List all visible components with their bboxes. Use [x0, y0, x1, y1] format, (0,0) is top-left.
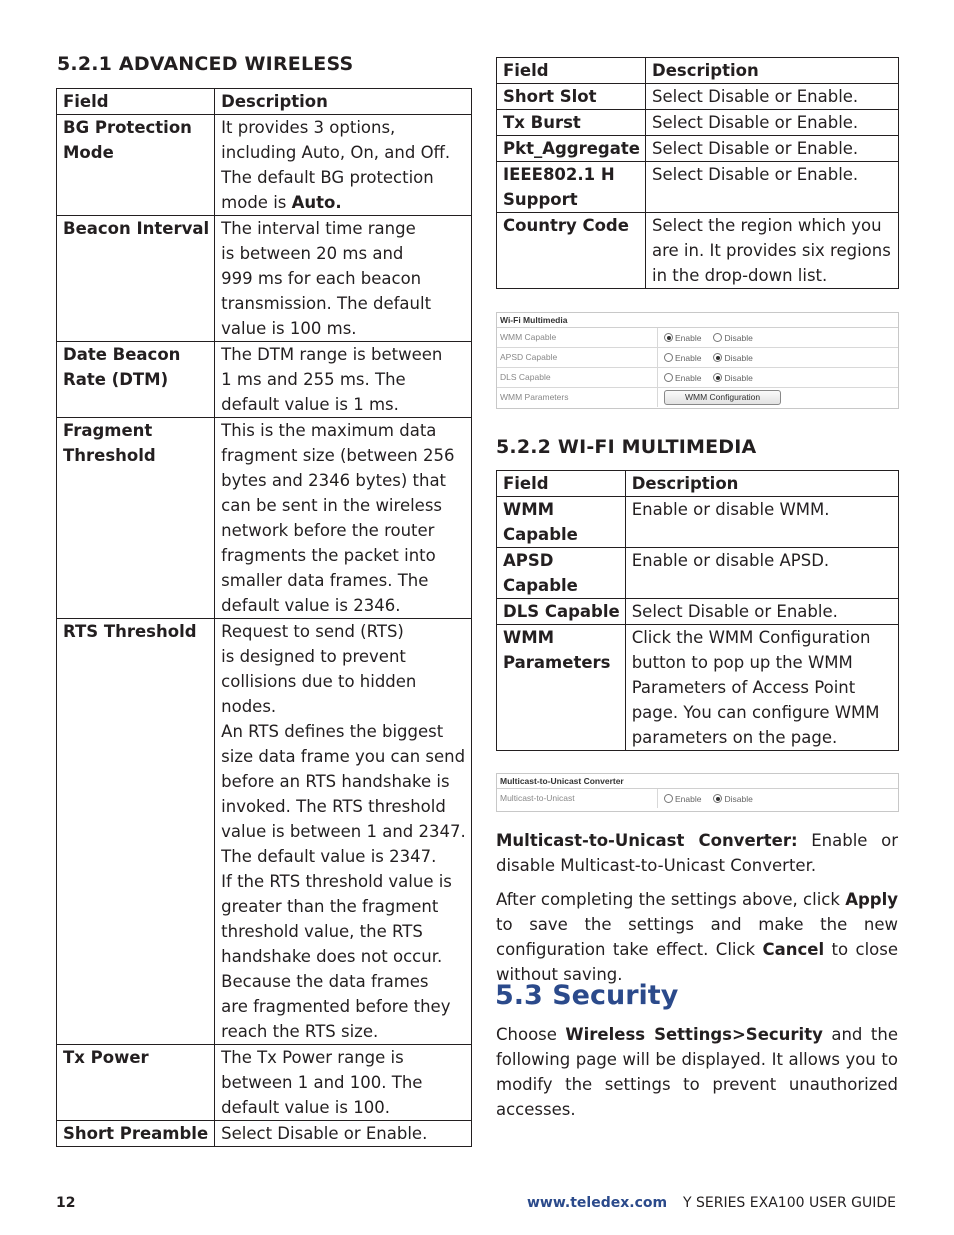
- description-text: Enable or disable WMM.: [631, 500, 830, 519]
- description-text: [221, 190, 466, 215]
- wmm-field-cell: [497, 625, 626, 751]
- wmm-panel-row: [497, 348, 898, 368]
- wmm-row-label: APSD Capable: [500, 352, 558, 362]
- field-text: Date Beacon: [63, 345, 181, 364]
- adv-field-cell: [57, 342, 215, 418]
- adv-field-cell: [57, 1121, 215, 1147]
- description-text: smaller data frames. The: [221, 571, 429, 590]
- disable-label: Disable: [724, 352, 753, 363]
- radio-on-icon: [713, 353, 722, 362]
- adv-description-cell: [215, 342, 472, 418]
- description-text: including Auto, On, and Off.: [221, 143, 451, 162]
- wmm-row-label: DLS Capable: [500, 372, 551, 382]
- adv-row: [57, 1045, 472, 1121]
- description-text: The interval time range: [221, 219, 416, 238]
- description-text: The DTM range is between: [221, 345, 443, 364]
- wmm-description-cell: [625, 625, 898, 751]
- wmm-field-cell: [497, 497, 626, 548]
- wmm-field-cell: [497, 548, 626, 599]
- wmm-row-value: [657, 328, 761, 347]
- adv2-field-cell: [497, 213, 646, 289]
- wmm-panel-row: [497, 368, 898, 388]
- adv2-row: [497, 136, 899, 162]
- footer-url[interactable]: www.teledex.com: [527, 1195, 668, 1211]
- description-text: Request to send (RTS): [221, 622, 404, 641]
- description-text: value is between 1 and 2347.: [221, 822, 466, 841]
- multicast-panel-title: Multicast-to-Unicast Converter: [497, 774, 898, 789]
- section-heading-wifi-multimedia: 5.2.2 WI-FI MULTIMEDIA: [496, 436, 757, 458]
- section-heading-advanced-wireless: 5.2.1 ADVANCED WIRELESS: [57, 53, 354, 75]
- radio-on-icon: [664, 333, 673, 342]
- wmm-panel-row: [497, 328, 898, 348]
- adv2-field-cell: [497, 84, 646, 110]
- description-text: The default BG protection: [221, 168, 434, 187]
- description-text: Select Disable or Enable.: [631, 602, 838, 621]
- adv-header-row: [57, 89, 472, 115]
- description-text: page. You can configure WMM: [631, 703, 880, 722]
- wmm-row-label: WMM Capable: [500, 332, 557, 342]
- field-text: Tx Burst: [503, 113, 581, 132]
- description-text: The Tx Power range is: [221, 1048, 404, 1067]
- adv-header-description: Description: [215, 89, 472, 115]
- multicast-disable-radio[interactable]: Disable: [713, 794, 752, 804]
- description-text: Select Disable or Enable.: [652, 165, 859, 184]
- wmm-panel-row: [497, 388, 898, 407]
- description-text: Enable or disable APSD.: [631, 551, 830, 570]
- description-text: bytes and 2346 bytes) that: [221, 471, 447, 490]
- adv2-row: [497, 84, 899, 110]
- field-text: Fragment: [63, 421, 153, 440]
- wmm-row-value: [657, 388, 781, 407]
- description-text: transmission. The default: [221, 294, 432, 313]
- adv-field-cell: [57, 1045, 215, 1121]
- description-text: handshake does not occur.: [221, 947, 443, 966]
- adv-description-cell: [215, 1045, 472, 1121]
- field-text: IEEE802.1 H: [503, 165, 615, 184]
- adv-description-cell: [215, 1121, 472, 1147]
- adv-field-cell: [57, 216, 215, 342]
- adv-field-cell: [57, 619, 215, 1045]
- field-text: BG Protection: [63, 118, 192, 137]
- description-text: Select Disable or Enable.: [221, 1124, 428, 1143]
- field-text: Capable: [503, 576, 578, 595]
- wmm-header-field: Field: [497, 471, 626, 497]
- adv2-field-cell: [497, 162, 646, 213]
- description-text: parameters on the page.: [631, 728, 838, 747]
- adv-header-field: Field: [57, 89, 215, 115]
- description-text: reach the RTS size.: [221, 1022, 379, 1041]
- description-text: Select the region which you: [652, 216, 882, 235]
- footer-guide-title: Y SERIES EXA100 USER GUIDE: [683, 1195, 896, 1211]
- security-intro-paragraph: Choose Wireless Settings>Security and the following page will be displayed. It allows you to modify the settings to prevent unauthorized accesses.: [496, 1025, 898, 1119]
- adv2-description-cell: [646, 84, 899, 110]
- adv2-description-cell: [646, 110, 899, 136]
- wmm-description-cell: [625, 599, 898, 625]
- field-text: Short Preamble: [63, 1124, 209, 1143]
- description-fragment: mode is: [221, 193, 292, 212]
- adv2-row: [497, 213, 899, 289]
- field-text: Threshold: [63, 446, 156, 465]
- description-text: in the drop-down list.: [652, 266, 828, 285]
- wmm-row: [497, 625, 899, 751]
- field-text: WMM: [503, 628, 555, 647]
- radio-off-icon: [664, 373, 673, 382]
- field-text: Parameters: [503, 653, 611, 672]
- description-text: Select Disable or Enable.: [652, 87, 859, 106]
- multicast-converter-screenshot: [496, 773, 899, 812]
- description-text: size data frame you can send: [221, 747, 466, 766]
- description-text: Click the WMM Configuration: [631, 628, 871, 647]
- field-text: APSD: [503, 551, 554, 570]
- radio-off-icon: [664, 794, 673, 803]
- wmm-row: [497, 548, 899, 599]
- description-text: threshold value, the RTS: [221, 922, 423, 941]
- enable-label: Enable: [675, 352, 702, 363]
- disable-radio[interactable]: [713, 353, 752, 363]
- adv2-header-field: Field: [497, 58, 646, 84]
- wmm-row: [497, 599, 899, 625]
- adv-description-cell: [215, 216, 472, 342]
- description-text: default value is 1 ms.: [221, 395, 399, 414]
- radio-off-icon: [713, 333, 722, 342]
- field-text: Support: [503, 190, 578, 209]
- description-text: If the RTS threshold value is: [221, 872, 452, 891]
- adv-row: [57, 216, 472, 342]
- description-text: 999 ms for each beacon: [221, 269, 422, 288]
- description-text: between 1 and 100. The: [221, 1073, 423, 1092]
- description-bold: Auto.: [291, 193, 342, 212]
- description-text: are fragmented before they: [221, 997, 451, 1016]
- description-text: This is the maximum data: [221, 421, 437, 440]
- field-text: Beacon Interval: [63, 219, 210, 238]
- wmm-header-description: Description: [625, 471, 898, 497]
- enable-label: Enable: [675, 372, 702, 383]
- description-text: default value is 100.: [221, 1098, 390, 1117]
- wmm-row-value: [657, 348, 761, 367]
- adv2-field-cell: [497, 136, 646, 162]
- adv-row: [57, 418, 472, 619]
- disable-label: Disable: [724, 372, 753, 383]
- adv-field-cell: [57, 418, 215, 619]
- description-text: default value is 2346.: [221, 596, 401, 615]
- disable-radio[interactable]: [713, 373, 752, 383]
- adv2-description-cell: [646, 136, 899, 162]
- section-title-security: 5.3 Security: [495, 980, 679, 1011]
- disable-label: Disable: [724, 332, 753, 343]
- description-text: before an RTS handshake is: [221, 772, 450, 791]
- wmm-row-value: [657, 368, 761, 387]
- description-text: are in. It provides six regions: [652, 241, 891, 260]
- description-text: is designed to prevent: [221, 647, 406, 666]
- field-text: Mode: [63, 143, 114, 162]
- wmm-configuration-button[interactable]: WMM Configuration: [664, 390, 781, 405]
- advanced-wireless-table: [56, 88, 472, 1147]
- description-text: is between 20 ms and: [221, 244, 404, 263]
- field-text: RTS Threshold: [63, 622, 197, 641]
- field-text: WMM: [503, 500, 555, 519]
- multicast-paragraph: Multicast-to-Unicast Converter: Enable or disable Multicast-to-Unicast Converter.: [496, 831, 898, 875]
- field-text: Short Slot: [503, 87, 597, 106]
- radio-on-icon: [713, 794, 722, 803]
- adv2-field-cell: [497, 110, 646, 136]
- field-text: Pkt_Aggregate: [503, 139, 640, 158]
- wmm-row: [497, 497, 899, 548]
- wmm-row-label: WMM Parameters: [500, 392, 569, 402]
- description-text: It provides 3 options,: [221, 118, 396, 137]
- enable-radio[interactable]: [664, 353, 701, 363]
- description-text: collisions due to hidden: [221, 672, 417, 691]
- field-text: Capable: [503, 525, 578, 544]
- adv-description-cell: [215, 619, 472, 1045]
- advanced-wireless-table-continued: [496, 57, 899, 289]
- adv-description-cell: [215, 418, 472, 619]
- wmm-description-cell: [625, 497, 898, 548]
- adv-row: [57, 1121, 472, 1147]
- disable-radio[interactable]: [713, 333, 752, 343]
- description-text: Because the data frames: [221, 972, 429, 991]
- description-text: fragments the packet into: [221, 546, 436, 565]
- adv2-row: [497, 110, 899, 136]
- description-text: An RTS defines the biggest: [221, 722, 444, 741]
- description-text: The default value is 2347.: [221, 847, 437, 866]
- description-text: Select Disable or Enable.: [652, 139, 859, 158]
- page-number: 12: [56, 1195, 76, 1211]
- adv-description-cell: [215, 115, 472, 216]
- adv2-header-row: [497, 58, 899, 84]
- field-text: Tx Power: [63, 1048, 149, 1067]
- description-text: Parameters of Access Point: [631, 678, 856, 697]
- adv-field-cell: [57, 115, 215, 216]
- multicast-label: Multicast-to-Unicast: [500, 793, 575, 803]
- wmm-field-cell: [497, 599, 626, 625]
- wifi-multimedia-screenshot: [496, 312, 899, 409]
- adv2-header-description: Description: [646, 58, 899, 84]
- description-text: 1 ms and 255 ms. The: [221, 370, 406, 389]
- description-text: button to pop up the WMM: [631, 653, 853, 672]
- field-text: Rate (DTM): [63, 370, 169, 389]
- adv2-description-cell: [646, 162, 899, 213]
- adv2-row: [497, 162, 899, 213]
- wifi-multimedia-table: [496, 470, 899, 751]
- adv2-description-cell: [646, 213, 899, 289]
- enable-label: Enable: [675, 332, 702, 343]
- radio-on-icon: [713, 373, 722, 382]
- after-settings-paragraph: After completing the settings above, click Apply to save the settings and make the new configuration take effect. Click Cancel to close without saving.: [496, 890, 898, 984]
- wmm-header-row: [497, 471, 899, 497]
- description-text: value is 100 ms.: [221, 319, 357, 338]
- multicast-row: [497, 789, 898, 808]
- adv-row: [57, 342, 472, 418]
- description-text: Select Disable or Enable.: [652, 113, 859, 132]
- wmm-description-cell: [625, 548, 898, 599]
- enable-radio[interactable]: [664, 333, 701, 343]
- description-text: fragment size (between 256: [221, 446, 455, 465]
- description-text: can be sent in the wireless: [221, 496, 443, 515]
- adv-row: [57, 619, 472, 1045]
- description-text: greater than the fragment: [221, 897, 439, 916]
- field-text: DLS Capable: [503, 602, 620, 621]
- radio-off-icon: [664, 353, 673, 362]
- multicast-enable-radio[interactable]: Enable: [664, 794, 701, 804]
- enable-radio[interactable]: [664, 373, 701, 383]
- description-text: nodes.: [221, 697, 277, 716]
- description-text: network before the router: [221, 521, 435, 540]
- field-text: Country Code: [503, 216, 629, 235]
- description-text: invoked. The RTS threshold: [221, 797, 446, 816]
- wifi-multimedia-panel-title: Wi-Fi Multimedia: [497, 313, 898, 328]
- adv-row: [57, 115, 472, 216]
